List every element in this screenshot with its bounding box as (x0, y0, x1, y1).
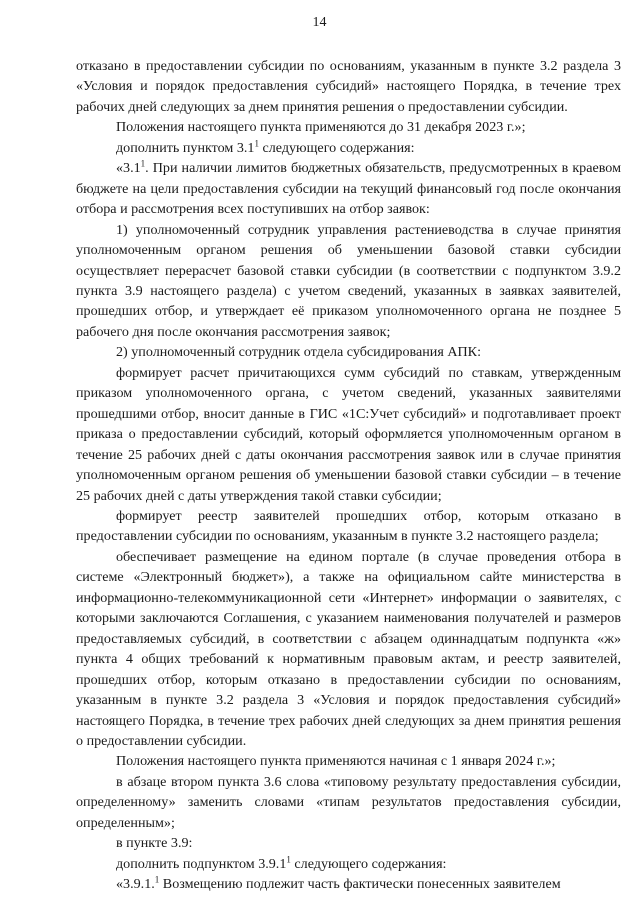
paragraph: обеспечивает размещение на едином портале (в случае проведения отбора в системе «Электронный бюджет»), а также на официальном сайте министерства в информационно-телекоммуникационной сети «Интернет» информации о заявителях, с которыми заключаются Соглашения, с указанием наименования получателей и размеров предоставляемых субсидий, в соответствии с абзацем одиннадцатым подпункта «ж» пункта 4 общих требований к нормативным правовым актам, и реестр заявителей, прошедших отбор, которым отказано в предоставлении субсидии по основаниям, указанным в пункте 3.2 раздела 3 «Условия и порядок предоставления субсидий» настоящего Порядка, в течение трех рабочих дней следующих за днем принятия решения о предоставлении субсидии. (76, 548, 621, 749)
paragraph: 1) уполномоченный сотрудник управления растениеводства в случае принятия уполномоченным органом решения об уменьшении базовой ставки субсидии осуществляет перерасчет базовой ставки субсидии (в соответствии с подпунктом 3.9.2 пункта 3.9 настоящего раздела) с учетом сведений, указанных в заявках заявителей, прошедших отбор, и утверждает её приказом уполномоченного органа не позднее 5 рабочего дня после окончания рассмотрения заявок; (76, 221, 621, 340)
paragraph: 2) уполномоченный сотрудник отдела субсидирования АПК: (116, 344, 481, 361)
paragraph: формирует реестр заявителей прошедших отбор, которым отказано в предоставлении субсидии по основаниям, указанным в пункте 3.2 настоящего раздела; (76, 507, 621, 545)
paragraph: «3.9.1.$^1$ Возмещению подлежит часть фактически понесенных заявителем (116, 874, 561, 893)
paragraph: Положения настоящего пункта применяются начиная с 1 января 2024 г.»; (116, 753, 556, 770)
paragraph: в пункте 3.9: (116, 835, 193, 852)
paragraph: отказано в предоставлении субсидии по основаниям, указанным в пункте 3.2 раздела 3 «Условия и порядок предоставления субсидий» настоящего Порядка, в течение трех рабочих дней следующих за днем принятия решения о предоставлении субсидии. (76, 58, 621, 115)
paragraph: дополнить пунктом $3.1^1$ следующего содержания: (116, 138, 415, 156)
paragraph: формирует расчет причитающихся сумм субсидий по ставкам, утвержденным приказом уполномоченного органа, с учетом сведений, указанных заявителями прошедшими отбор, вносит данные в ГИС «1С:Учет субсидий» и подготавливает проект приказа о предоставлении субсидий, который оформляется уполномоченным органом в течение 25 рабочих дней с даты окончания рассмотрения заявок или в случае принятия уполномоченным органом решения об уменьшении базовой ставки субсидии – в течение 25 рабочих дней с даты утверждения такой ставки субсидии; (76, 364, 621, 504)
paragraph: в абзаце втором пункта 3.6 слова «типовому результату предоставления субсидии, определенному» заменить словами «типам результатов предоставления субсидии, определенным»; (76, 773, 621, 831)
page-number: 14 (312, 15, 327, 30)
paragraph: «$3.1^1$. При наличии лимитов бюджетных обязательств, предусмотренных в краевом бюджете на цели предоставления субсидии на текущий финансовый год после окончания отбора и рассмотрения всех поступивших на отбор заявок: (76, 158, 621, 218)
paragraph: Положения настоящего пункта применяются до 31 декабря 2023 г.»; (116, 119, 526, 136)
document-body (76, 56, 621, 895)
paragraph: дополнить подпунктом 3.9.1$^1$ следующего содержания: (116, 853, 447, 872)
